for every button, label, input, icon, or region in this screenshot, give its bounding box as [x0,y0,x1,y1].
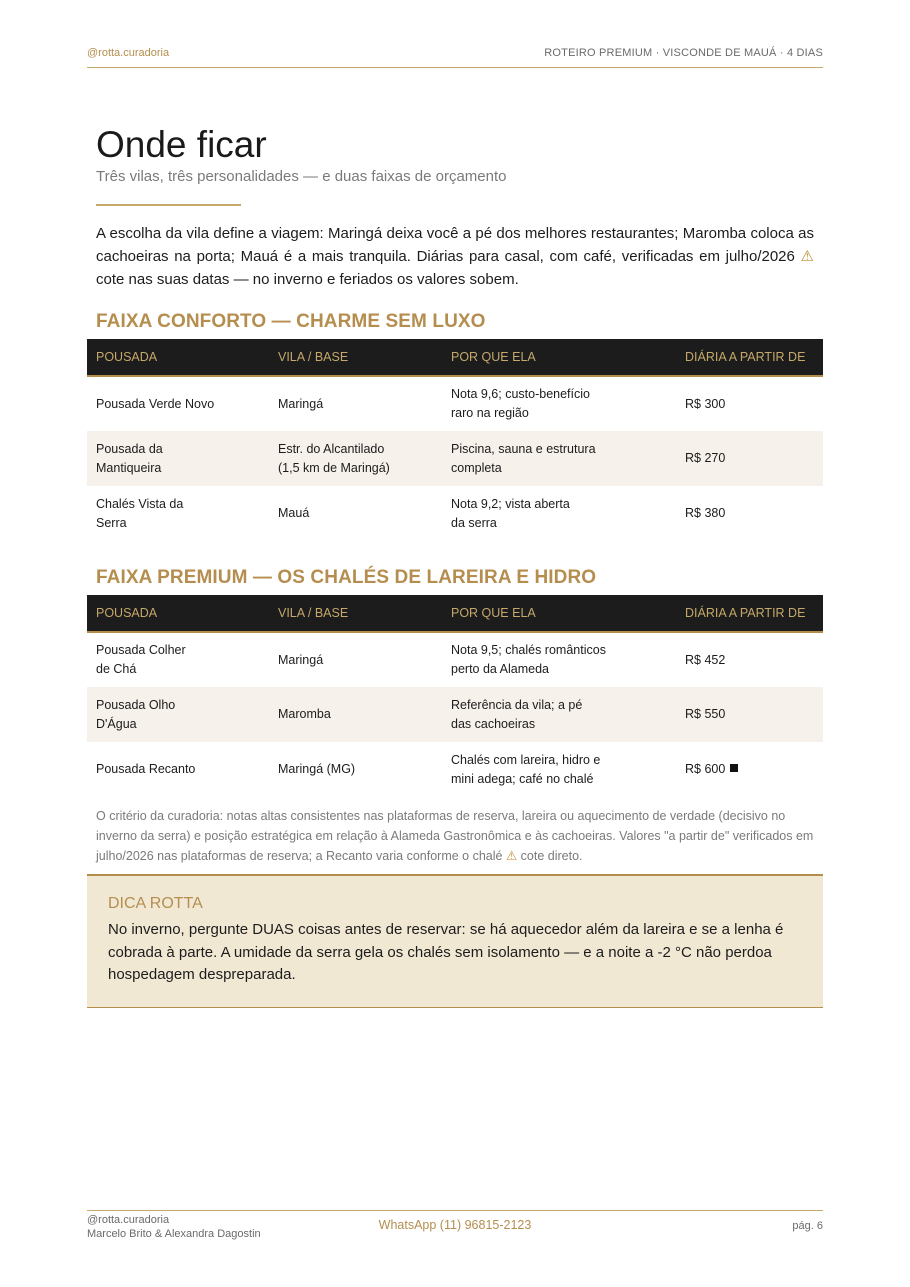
cell-text: Pousada da [96,441,163,456]
cell-price [676,632,823,687]
cell-text: R$ 380 [685,506,726,520]
cell-text: Piscina, sauna e estrutura [451,441,596,456]
cell-pousada [87,632,269,687]
cell-text: Mantiqueira [96,460,162,475]
cell-price [676,742,823,797]
comfort-table [87,339,823,541]
cell-pousada [87,431,269,486]
header-brand: @rotta.curadoria [87,47,170,59]
cell-text: Pousada Olho [96,697,176,712]
header-doc-title: ROTEIRO PREMIUM · VISCONDE DE MAUÁ · 4 DIAS [544,47,823,59]
cell-vila [269,742,442,797]
cell-text: Pousada Colher [96,643,186,657]
comfort-section-title: FAIXA CONFORTO — CHARME SEM LUXO [96,311,486,332]
column-header-vila: VILA / BASE [269,595,442,632]
tip-box [87,874,823,1008]
cell-pousada [87,687,269,742]
column-header-pousada: POUSADA [87,595,269,632]
cell-text: de Chá [96,662,137,676]
cell-why [442,742,676,797]
warning-icon: ⚠ [800,248,814,265]
cell-why [442,376,676,431]
table-row [87,431,823,486]
column-header-price: DIÁRIA A PARTIR DE [676,595,823,632]
premium-table [87,595,823,797]
cell-why [442,687,676,742]
cell-vila [269,632,442,687]
note-text-b: cote direto. [517,849,583,863]
page-title: Onde ficar [96,124,267,165]
cell-text: Maringá (MG) [278,762,356,776]
premium-section-title: FAIXA PREMIUM — OS CHALÉS DE LAREIRA E HIDRO [96,567,597,588]
tip-body: No inverno, pergunte DUAS coisas antes de reservar: se há aquecedor além da lareira e se a lenha é cobrada à parte. A umidade da serra gela os chalés sem isolamento — e a noite a -2 °C não perdoa hospedagem despreparada. [108,921,784,983]
cell-text: R$ 452 [685,652,726,667]
cell-price [676,687,823,742]
column-header-why: POR QUE ELA [442,339,676,376]
table-row [87,376,823,431]
cell-text: R$ 550 [685,707,726,721]
table-row [87,687,823,742]
intro-text-b: cote nas suas datas — no inverno e feriados os valores sobem. [96,271,519,288]
cell-price [676,376,823,431]
cell-text: Estr. do Alcantilado [278,441,385,456]
cell-text: Serra [96,515,127,530]
cell-text: Chalés com lareira, hidro e [451,752,601,767]
cell-text: perto da Alameda [451,662,549,676]
cell-vila [269,687,442,742]
warning-icon: ⚠ [505,849,518,863]
cell-pousada [87,486,269,541]
cell-text: mini adega; café no chalé [451,771,594,786]
cell-text: (1,5 km de Maringá) [278,460,390,475]
intro-text-a: A escolha da vila define a viagem: Maringá deixa você a pé dos melhores restaurantes; Maromba coloca as cachoeiras na porta; Mauá é a mais tranquila. Diárias para casal, com café, verificadas em julho/2026 [96,225,814,265]
tip-title: DICA ROTTA [108,895,203,912]
footer-authors: Marcelo Brito & Alexandra Dagostin [87,1228,261,1240]
cell-vila [269,486,442,541]
cell-pousada [87,376,269,431]
cell-vila [269,376,442,431]
cell-text: Maringá [278,652,324,667]
square-marker-icon [730,764,738,772]
curation-note [87,806,823,866]
cell-text: Maromba [278,707,331,721]
column-header-why: POR QUE ELA [442,595,676,632]
cell-why [442,632,676,687]
page-footer [87,1210,823,1250]
cell-price [676,486,823,541]
cell-text: Chalés Vista da [96,496,184,511]
table-row [87,486,823,541]
footer-brand: @rotta.curadoria [87,1214,170,1226]
cell-text: Maringá [278,396,324,411]
table-row [87,742,823,797]
main-content [87,125,823,1008]
cell-text: D'Água [96,716,137,731]
cell-price [676,431,823,486]
cell-text: da serra [451,515,497,530]
cell-text: Referência da vila; a pé [451,697,583,712]
cell-text: das cachoeiras [451,716,536,731]
cell-text: R$ 600 [685,762,726,776]
cell-pousada [87,742,269,797]
cell-text: raro na região [451,406,529,420]
cell-text: Nota 9,5; chalés românticos [451,643,606,657]
footer-whatsapp-link[interactable]: WhatsApp (11) 96815-2123 [378,1218,532,1232]
table-header-row [87,339,823,376]
cell-text: Nota 9,2; vista aberta [451,496,570,511]
cell-vila [269,431,442,486]
intro-paragraph [87,222,823,291]
title-rule [96,204,241,206]
cell-why [442,486,676,541]
page-number: pág. 6 [792,1220,823,1232]
page-subtitle: Três vilas, três personalidades — e duas faixas de orçamento [96,168,507,185]
cell-text: R$ 270 [685,451,726,465]
cell-text: Nota 9,6; custo-benefício [451,387,590,401]
table-header-row [87,595,823,632]
column-header-vila: VILA / BASE [269,339,442,376]
column-header-price: DIÁRIA A PARTIR DE [676,339,823,376]
cell-text: Mauá [278,506,310,520]
table-row [87,632,823,687]
cell-text: completa [451,460,502,475]
cell-text: Pousada Verde Novo [96,396,215,411]
cell-text: R$ 300 [685,396,726,411]
cell-why [442,431,676,486]
cell-text: Pousada Recanto [96,762,196,776]
note-text-a: O critério da curadoria: notas altas consistentes nas plataformas de reserva, lareira ou aquecimento de verdade (decisivo no inverno da serra) e posição estratégica em relação à Alameda Gastronômica e às cachoeiras. Valores "a partir de" verificados em julho/2026 nas plataformas de reserva; a Recanto varia conforme o chalé [96,809,814,863]
column-header-pousada: POUSADA [87,339,269,376]
page-header [87,46,823,68]
